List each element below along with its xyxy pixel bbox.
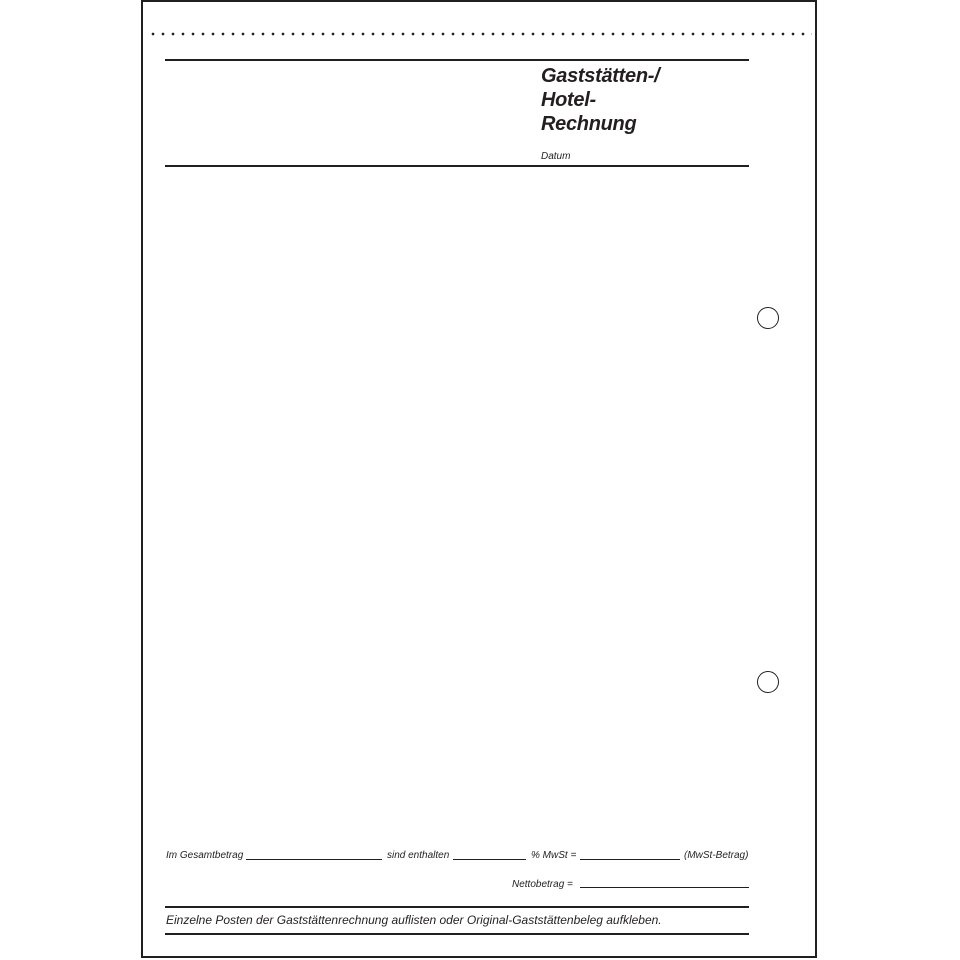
title-line-1: Gaststätten-/	[541, 65, 660, 87]
header-top-rule	[165, 59, 749, 61]
invoice-sheet	[141, 0, 817, 958]
punch-hole-lower	[757, 671, 779, 693]
nettobetrag-label: Nettobetrag =	[512, 879, 573, 890]
gesamtbetrag-label: Im Gesamtbetrag	[166, 850, 244, 861]
title-line-3: Rechnung	[541, 113, 637, 135]
date-field-rule[interactable]	[165, 165, 749, 167]
mwst-betrag-field[interactable]	[580, 859, 680, 860]
mwst-betrag-label: (MwSt-Betrag)	[684, 850, 749, 861]
footer-top-rule	[165, 906, 749, 908]
nettobetrag-field[interactable]	[580, 887, 749, 888]
date-label: Datum	[541, 151, 571, 162]
title-line-2: Hotel-	[541, 89, 596, 111]
mwst-percent-label: % MwSt =	[531, 850, 577, 861]
punch-hole-upper	[757, 307, 779, 329]
footer-instruction: Einzelne Posten der Gaststättenrechnung auflisten oder Original-Gaststättenbeleg aufkleben.	[166, 913, 662, 927]
perforation-line	[148, 32, 812, 36]
document-title	[541, 64, 659, 136]
enthalten-label: sind enthalten	[387, 850, 450, 861]
footer-bottom-rule	[165, 933, 749, 935]
mwst-percent-field[interactable]	[453, 859, 526, 860]
gesamtbetrag-field[interactable]	[246, 859, 382, 860]
